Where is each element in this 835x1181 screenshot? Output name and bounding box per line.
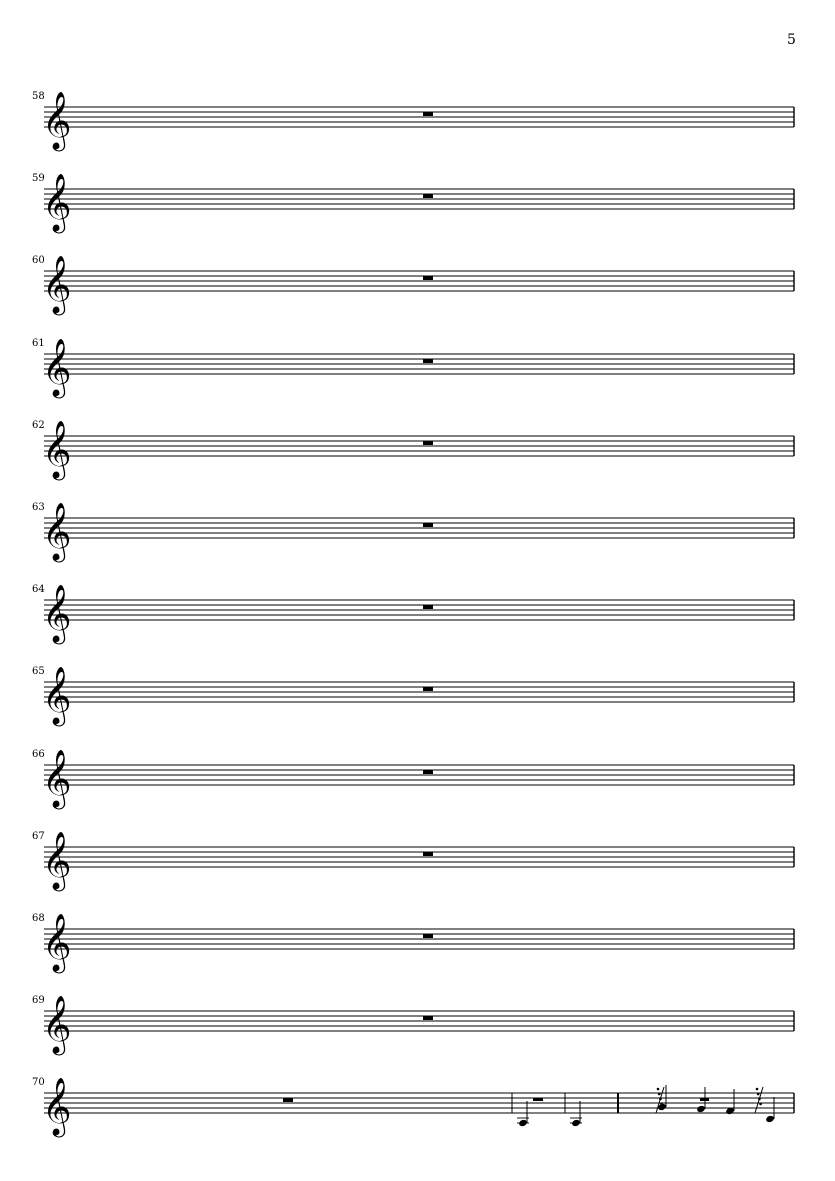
- treble-clef-icon: 𝄞: [42, 913, 72, 971]
- grace-slash: [755, 1087, 763, 1113]
- whole-rest-icon: [423, 1016, 433, 1020]
- whole-rest-icon: [423, 523, 433, 527]
- staff-system: [32, 91, 794, 152]
- measure-number: 66: [32, 749, 45, 760]
- whole-rest-icon: [423, 770, 433, 774]
- grace-note-dot: [657, 1088, 660, 1091]
- note-head: [765, 1115, 775, 1123]
- treble-clef-icon: 𝄞: [42, 831, 72, 889]
- grace-note-dot: [759, 1103, 762, 1106]
- staff-system: [32, 1077, 794, 1138]
- treble-clef-icon: 𝄞: [42, 584, 72, 642]
- measure-number: 67: [32, 831, 45, 842]
- whole-rest-icon: [423, 359, 433, 363]
- whole-rest-icon: [423, 687, 433, 691]
- whole-rest-icon: [423, 194, 433, 198]
- measure-number: 65: [32, 666, 45, 677]
- whole-rest-icon: [423, 441, 433, 445]
- whole-rest-icon: [423, 852, 433, 856]
- grace-note-dot: [756, 1088, 759, 1091]
- treble-clef-icon: 𝄞: [42, 666, 72, 724]
- whole-rest-icon: [423, 605, 433, 609]
- staff-system: [32, 666, 794, 727]
- measure-number: 64: [32, 584, 45, 595]
- measure-number: 60: [32, 255, 45, 266]
- treble-clef-icon: 𝄞: [42, 338, 72, 396]
- treble-clef-icon: 𝄞: [42, 749, 72, 807]
- half-rest-icon: [533, 1098, 543, 1101]
- measure-number: 61: [32, 338, 45, 349]
- whole-rest-icon: [423, 276, 433, 280]
- staff-system: [32, 995, 794, 1056]
- quarter-rest-icon: [700, 1098, 709, 1101]
- measure-number: 68: [32, 913, 45, 924]
- staff-system: [32, 749, 794, 810]
- grace-note-dot: [660, 1103, 663, 1106]
- treble-clef-icon: 𝄞: [42, 173, 72, 231]
- whole-rest-icon: [283, 1098, 293, 1102]
- treble-clef-icon: 𝄞: [42, 91, 72, 149]
- treble-clef-icon: 𝄞: [42, 1077, 72, 1135]
- measure-number: 59: [32, 173, 45, 184]
- treble-clef-icon: 𝄞: [42, 502, 72, 560]
- measure-number: 62: [32, 420, 45, 431]
- staff-system: [32, 255, 794, 316]
- whole-rest-icon: [423, 934, 433, 938]
- note-head: [571, 1119, 581, 1127]
- note-head: [696, 1105, 706, 1113]
- treble-clef-icon: 𝄞: [42, 995, 72, 1053]
- staff-system: [32, 173, 794, 234]
- measure-number: 63: [32, 502, 45, 513]
- measure-number: 58: [32, 91, 45, 102]
- staff-system: [32, 831, 794, 892]
- grace-note-dot: [658, 1093, 661, 1096]
- measure-number: 69: [32, 995, 45, 1006]
- staff-system: [32, 338, 794, 399]
- staff-system: [32, 420, 794, 481]
- note-head: [518, 1119, 528, 1127]
- treble-clef-icon: 𝄞: [42, 255, 72, 313]
- grace-note-dot: [757, 1093, 760, 1096]
- measure-number: 70: [32, 1077, 45, 1088]
- staff-system: [32, 584, 794, 645]
- staff-system: [32, 913, 794, 974]
- page-number: 5: [787, 32, 796, 48]
- treble-clef-icon: 𝄞: [42, 420, 72, 478]
- whole-rest-icon: [423, 112, 433, 116]
- staff-system: [32, 502, 794, 563]
